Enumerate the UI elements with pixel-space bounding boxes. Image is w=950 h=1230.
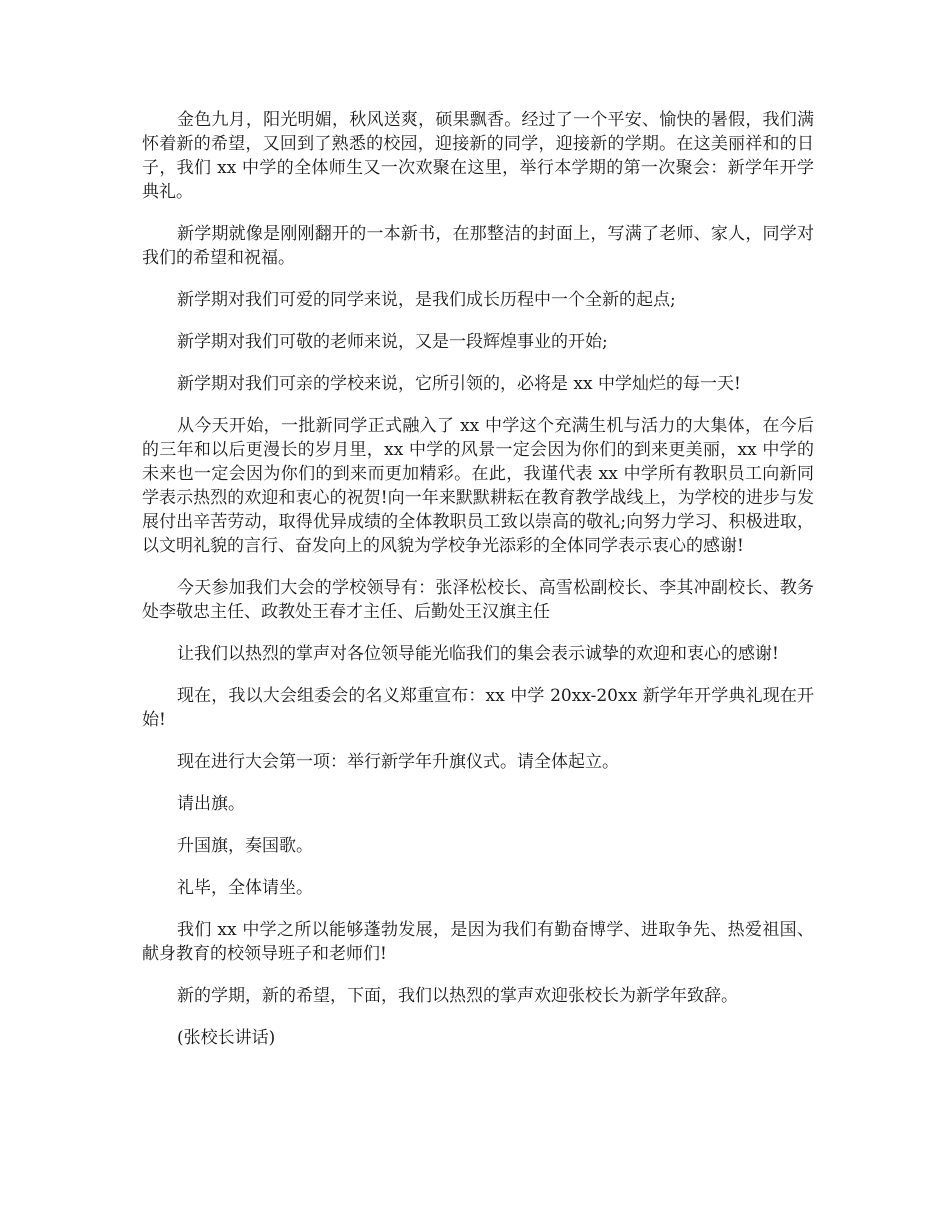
- paragraph-new-book: 新学期就像是刚刚翻开的一本新书，在那整洁的封面上，写满了老师、家人，同学对我们的希望和祝福。: [142, 224, 814, 268]
- paragraph-applause: 让我们以热烈的掌声对各位领导能光临我们的集会表示诚挚的欢迎和衷心的感谢!: [177, 644, 779, 664]
- paragraph-development: 我们 xx 中学之所以能够蓬勃发展，是因为我们有勤奋博学、进取争先、热爱祖国、献身教育的校领导班子和老师们!: [142, 920, 814, 964]
- paragraph-anthem: 升国旗，奏国歌。: [177, 836, 313, 856]
- paragraph-principal-speech: (张校长讲话): [177, 1028, 276, 1048]
- paragraph-principal-intro: 新的学期，新的希望，下面，我们以热烈的掌声欢迎张校长为新学年致辞。: [177, 986, 738, 1006]
- paragraph-welcome: 从今天开始，一批新同学正式融入了 xx 中学这个充满生机与活力的大集体，在今后的三年和以后更漫长的岁月里，xx 中学的风景一定会因为你们的到来更美丽，xx 中学的未来也一定会因为你们的到来而更加精彩。在此，我谨代表 xx 中学所有教职员工向新同学表示热烈的欢迎和衷心的祝贺!向一年来默默耕耘在教育教学战线上，为学校的进步与发展付出辛苦劳动，取得优异成绩的全体教职员工致以崇高的敬礼;向努力学习、积极进取，以文明礼貌的言行、奋发向上的风貌为学校争光添彩的全体同学表示衷心的感谢!: [142, 416, 814, 556]
- paragraph-school: 新学期对我们可亲的学校来说，它所引领的，必将是 xx 中学灿烂的每一天!: [177, 374, 741, 394]
- paragraph-announcement: 现在，我以大会组委会的名义郑重宣布：xx 中学 20xx-20xx 新学年开学典礼现在开始!: [142, 686, 814, 730]
- paragraph-teachers: 新学期对我们可敬的老师来说，又是一段辉煌事业的开始;: [177, 332, 608, 352]
- paragraph-leaders: 今天参加我们大会的学校领导有：张泽松校长、高雪松副校长、李其冲副校长、教务处李敬忠主任、政教处王春才主任、后勤处王汉旗主任: [142, 578, 814, 622]
- paragraph-students: 新学期对我们可爱的同学来说，是我们成长历程中一个全新的起点;: [177, 290, 676, 310]
- paragraph-raise-flag: 请出旗。: [177, 794, 245, 814]
- paragraph-be-seated: 礼毕，全体请坐。: [177, 878, 313, 898]
- paragraph-flag-ceremony: 现在进行大会第一项：举行新学年升旗仪式。请全体起立。: [177, 752, 619, 772]
- document-body: [142, 108, 814, 1068]
- paragraph-intro: 金色九月，阳光明媚，秋风送爽，硕果飘香。经过了一个平安、愉快的暑假，我们满怀着新的希望，又回到了熟悉的校园，迎接新的同学，迎接新的学期。在这美丽祥和的日子，我们 xx 中学的全体师生又一次欢聚在这里，举行本学期的第一次聚会：新学年开学典礼。: [142, 110, 814, 202]
